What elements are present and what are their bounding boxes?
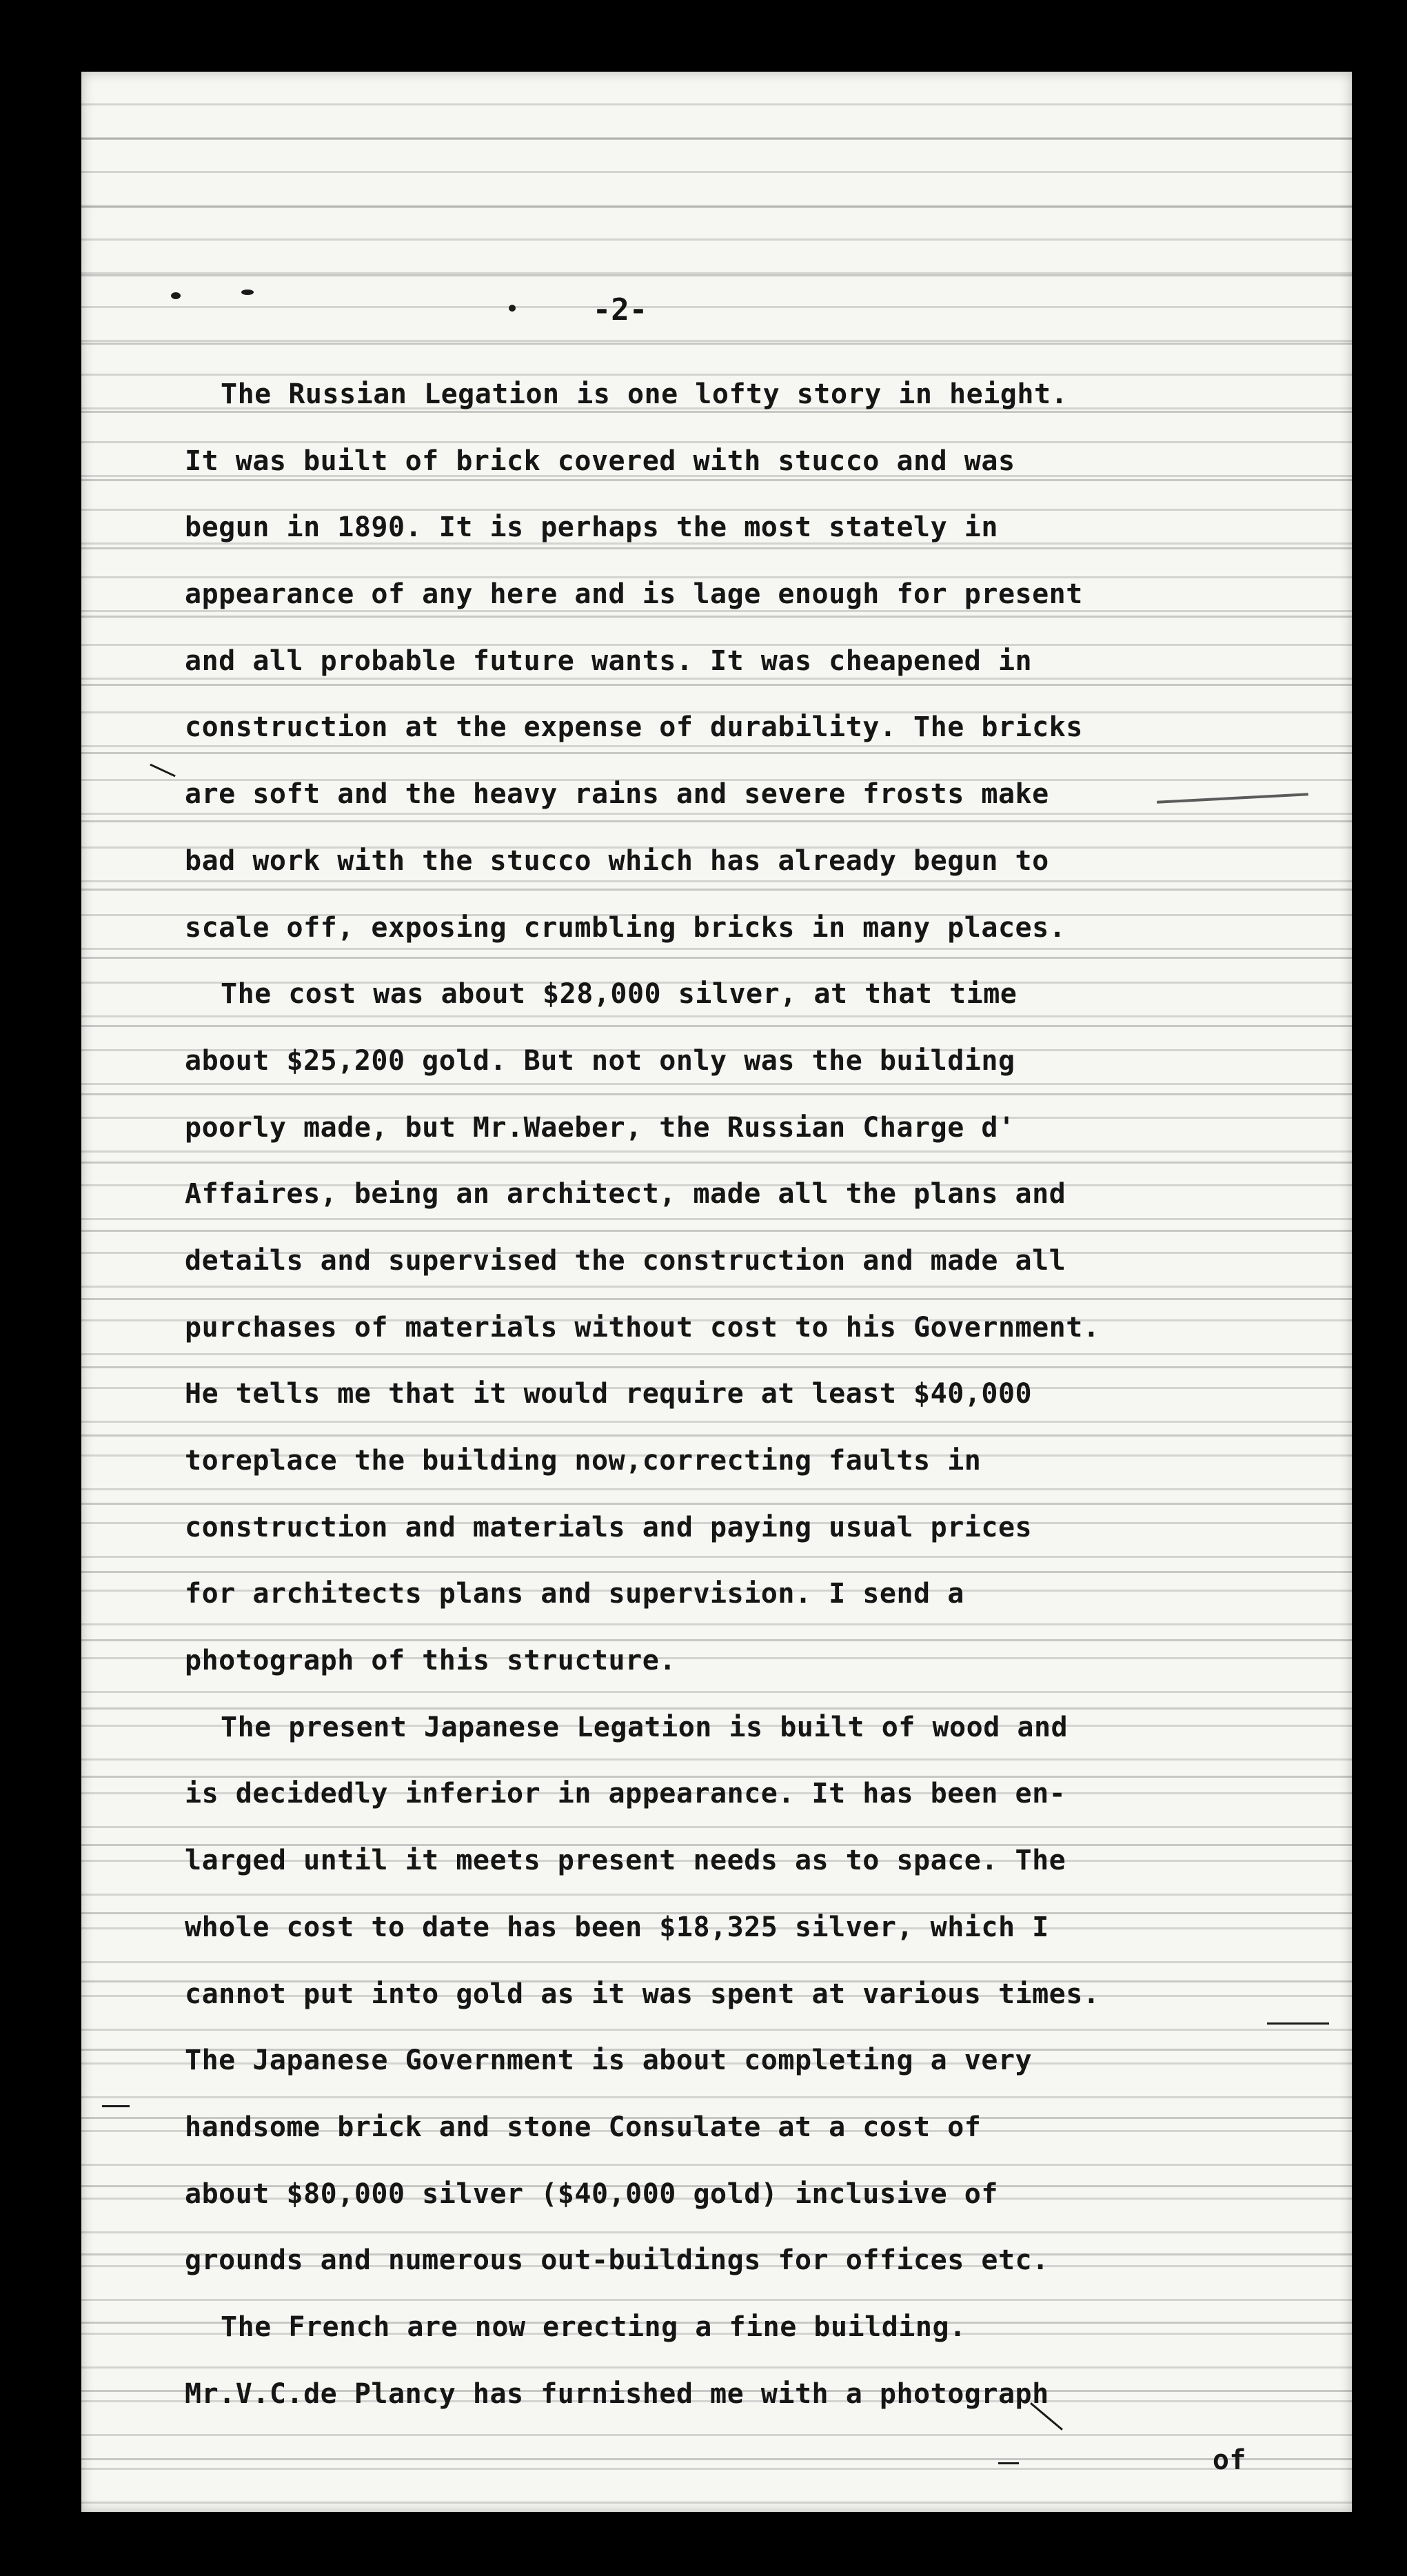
- text-line: is decidedly inferior in appearance. It has been en-: [185, 1778, 1066, 1810]
- text-line: larged until it meets present needs as to space. The: [185, 1845, 1066, 1877]
- text-line: and all probable future wants. It was cheapened in: [185, 645, 1033, 677]
- text-line: poorly made, but Mr.Waeber, the Russian Charge d': [185, 1111, 1015, 1144]
- text-line: The cost was about $28,000 silver, at that time: [221, 978, 1018, 1011]
- text-line: The French are now erecting a fine building.: [221, 2311, 966, 2343]
- margin-mark: [1267, 2022, 1329, 2025]
- text-line: It was built of brick covered with stucco and was: [185, 445, 1015, 477]
- page-number: -2-: [592, 292, 648, 327]
- text-line: The Japanese Government is about completing a very: [185, 2045, 1033, 2077]
- margin-mark: [102, 2105, 130, 2107]
- text-line: construction and materials and paying usual prices: [185, 1511, 1033, 1543]
- margin-mark: [998, 2462, 1019, 2464]
- document-page: [81, 72, 1352, 2512]
- text-line: The Russian Legation is one lofty story in height.: [221, 378, 1069, 410]
- text-line: grounds and numerous out-buildings for offices etc.: [185, 2244, 1049, 2277]
- text-line: appearance of any here and is lage enough for present: [185, 578, 1083, 611]
- text-line: construction at the expense of durability. The bricks: [185, 711, 1083, 744]
- text-line: whole cost to date has been $18,325 silver, which I: [185, 1911, 1049, 1943]
- scan-speck: [509, 305, 516, 312]
- text-line: cannot put into gold as it was spent at various times.: [185, 1978, 1100, 2010]
- letter-body: [185, 361, 1274, 2494]
- scan-speck: [241, 290, 254, 295]
- text-line: Affaires, being an architect, made all the plans and: [185, 1178, 1066, 1210]
- text-line: of: [1212, 2444, 1246, 2477]
- text-line: about $25,200 gold. But not only was the building: [185, 1044, 1015, 1077]
- margin-mark: [150, 764, 176, 778]
- text-line: purchases of materials without cost to his Government.: [185, 1311, 1100, 1343]
- text-line: He tells me that it would require at least $40,000: [185, 1378, 1033, 1410]
- text-line: about $80,000 silver ($40,000 gold) inclusive of: [185, 2178, 998, 2210]
- text-line: begun in 1890. It is perhaps the most stately in: [185, 511, 998, 544]
- text-line: bad work with the stucco which has already begun to: [185, 844, 1049, 877]
- text-line: photograph of this structure.: [185, 1645, 676, 1677]
- text-line: Mr.V.C.de Plancy has furnished me with a photograph: [185, 2377, 1049, 2410]
- text-line: details and supervised the construction and made all: [185, 1244, 1066, 1277]
- scan-speck: [171, 292, 181, 299]
- text-line: The present Japanese Legation is built of wood and: [221, 1711, 1069, 1743]
- text-line: toreplace the building now,correcting faults in: [185, 1445, 982, 1477]
- text-line: scale off, exposing crumbling bricks in many places.: [185, 911, 1066, 944]
- text-line: for architects plans and supervision. I send a: [185, 1578, 964, 1610]
- text-line: are soft and the heavy rains and severe frosts make: [185, 778, 1049, 811]
- text-line: handsome brick and stone Consulate at a cost of: [185, 2111, 982, 2143]
